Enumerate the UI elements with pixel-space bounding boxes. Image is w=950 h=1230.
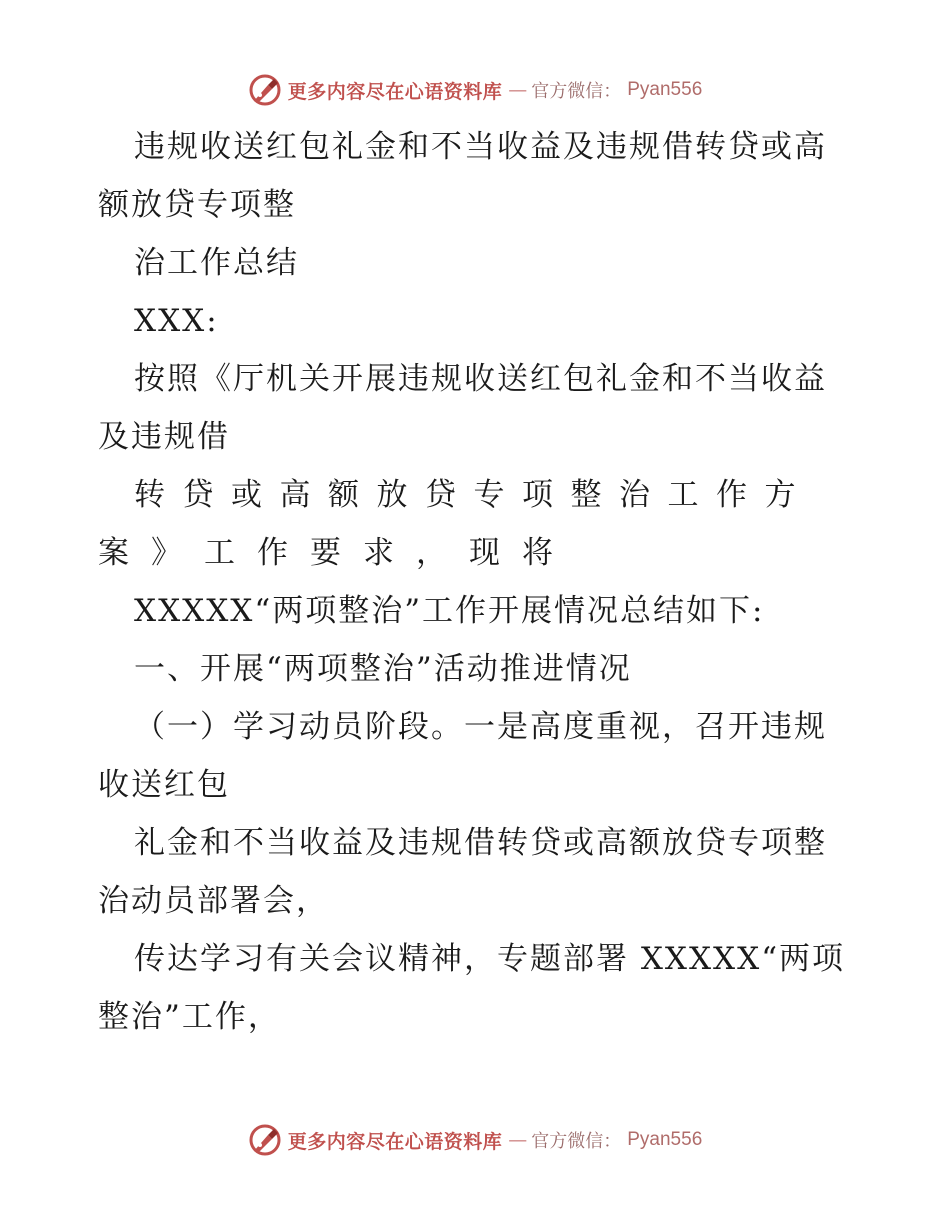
text-line: 一、开展“两项整治”活动推进情况 <box>134 651 632 687</box>
text-line: （一）学习动员阶段。一是高度重视，召开违规 <box>134 709 827 745</box>
text-line: 额放贷专项整 <box>98 187 296 223</box>
text-line: 治工作总结 <box>134 245 299 281</box>
watermark-brand: 更多内容尽在心语资料库 <box>287 1130 503 1153</box>
text-line: 整治”工作， <box>98 999 281 1035</box>
pen-logo-icon <box>248 1123 282 1157</box>
pen-logo-icon <box>248 73 282 107</box>
text-line: 及违规借 <box>98 419 230 455</box>
watermark-dash: — <box>508 79 526 101</box>
text-line: 按照《厅机关开展违规收送红包礼金和不当收益 <box>134 361 827 397</box>
text-line: 收送红包 <box>98 767 230 803</box>
text-line: XXX: <box>134 303 219 339</box>
text-line: 传达学习有关会议精神，专题部署 XXXXX“两项 <box>134 941 846 977</box>
watermark-wechat-id: Pyan556 <box>627 79 703 100</box>
document-body <box>98 118 858 1046</box>
watermark-dash: — <box>508 1129 526 1151</box>
text-line: 转贷或高额放贷专项整治工作方 <box>134 477 813 513</box>
watermark-wechat-id: Pyan556 <box>627 1129 703 1150</box>
text-line: XXXXX“两项整治”工作开展情况总结如下: <box>134 593 765 629</box>
text-line: 违规收送红包礼金和不当收益及违规借转贷或高 <box>134 129 827 165</box>
watermark-official: 官方微信： <box>531 81 622 102</box>
text-line: 案》工作要求，现将 <box>98 535 575 571</box>
text-line: 礼金和不当收益及违规借转贷或高额放贷专项整 <box>134 825 827 861</box>
watermark-brand: 更多内容尽在心语资料库 <box>287 80 503 103</box>
watermark-official: 官方微信： <box>531 1131 622 1152</box>
text-line: 治动员部署会， <box>98 883 329 919</box>
header-watermark <box>0 70 950 110</box>
footer-watermark <box>0 1120 950 1160</box>
